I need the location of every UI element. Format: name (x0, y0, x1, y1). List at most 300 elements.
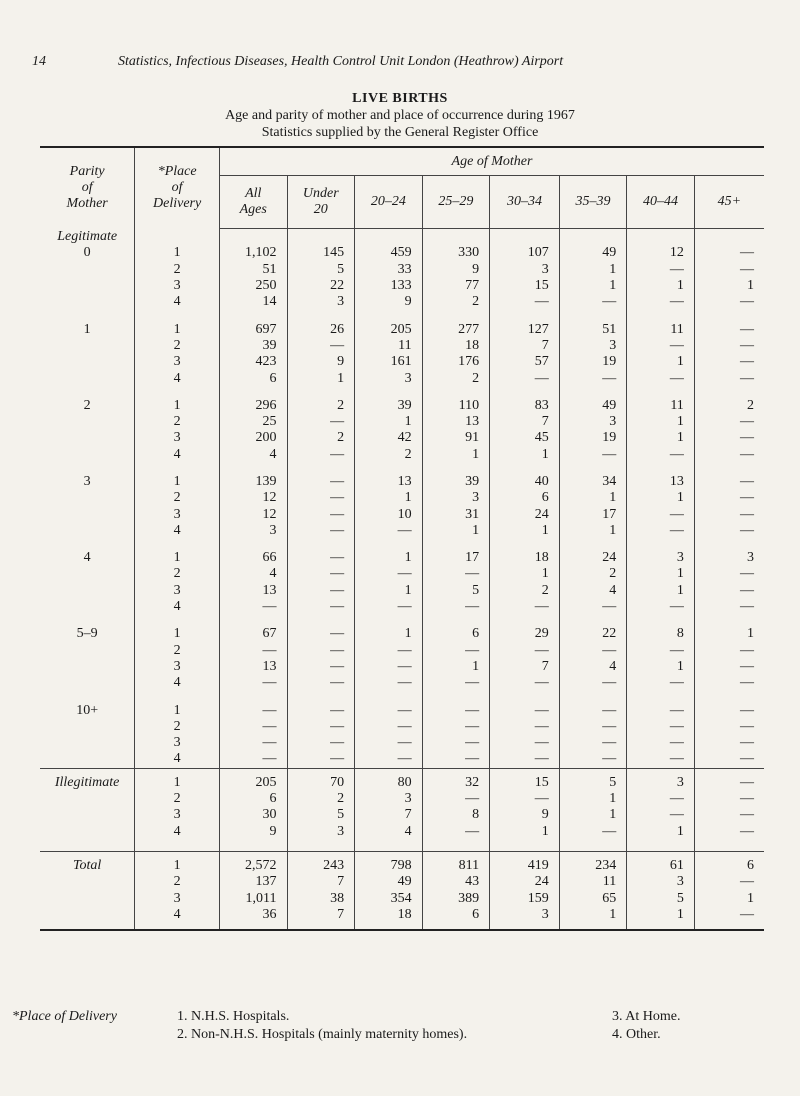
value-cell: — (422, 719, 490, 735)
place-cell: 1 (135, 550, 220, 566)
value-cell: — (422, 643, 490, 659)
value-cell: 17 (559, 506, 627, 522)
parity-cell (40, 278, 135, 294)
value-cell: 13 (355, 474, 423, 490)
parity-cell (40, 643, 135, 659)
value-cell: — (490, 643, 560, 659)
age-column-header: 40–44 (627, 176, 695, 229)
value-cell: 1 (490, 447, 560, 463)
table-row (40, 523, 764, 539)
value-cell: 2 (355, 447, 423, 463)
table-row (40, 659, 764, 675)
value-cell: 330 (422, 245, 490, 261)
value-cell: 43 (422, 874, 490, 890)
value-cell: — (740, 321, 754, 337)
parity-cell: 2 (40, 398, 135, 414)
value-cell: 1,102 (219, 245, 287, 261)
value-cell: 1 (355, 583, 423, 599)
value-cell: — (355, 675, 423, 691)
value-cell: 8 (422, 807, 490, 823)
value-cell: — (627, 370, 695, 386)
value-cell: 798 (355, 858, 423, 874)
value-cell: — (287, 566, 355, 582)
table-row (40, 474, 764, 490)
value-cell: — (740, 566, 754, 582)
value-cell: 2 (287, 398, 355, 414)
value-cell: 91 (422, 430, 490, 446)
value-cell: — (740, 430, 754, 446)
parity-cell (40, 735, 135, 751)
value-cell: — (627, 719, 695, 735)
value-cell: — (740, 506, 754, 522)
value-cell: — (287, 702, 355, 718)
table-row (40, 907, 764, 923)
value-cell: — (287, 675, 355, 691)
value-cell: — (627, 506, 695, 522)
table-subtitle: Age and parity of mother and place of occurrence during 1967 (225, 108, 575, 123)
value-cell: 3 (355, 370, 423, 386)
value-cell: 354 (355, 890, 423, 906)
parity-cell (40, 675, 135, 691)
value-cell: 15 (490, 278, 560, 294)
value-cell: 1 (627, 354, 695, 370)
age-column-header: Under 20 (287, 176, 355, 229)
value-cell: — (287, 659, 355, 675)
value-cell: 70 (287, 775, 355, 791)
place-cell: 4 (135, 907, 220, 923)
value-cell: — (559, 751, 627, 768)
place-cell: 2 (135, 566, 220, 582)
parity-cell (40, 523, 135, 539)
value-cell: 18 (422, 338, 490, 354)
table-row (40, 398, 764, 414)
value-cell: 2 (287, 791, 355, 807)
value-cell: 7 (287, 874, 355, 890)
value-cell: 39 (355, 398, 423, 414)
value-cell: 3 (219, 523, 287, 539)
value-cell: 1,011 (219, 890, 287, 906)
value-cell: 25 (219, 414, 287, 430)
parity-cell (40, 294, 135, 310)
parity-cell (40, 659, 135, 675)
value-cell: 1 (559, 490, 627, 506)
place-header: *Place of Delivery (135, 147, 220, 229)
value-cell: — (740, 751, 754, 767)
value-cell: 243 (287, 858, 355, 874)
value-cell: 13 (422, 414, 490, 430)
value-cell: 10 (355, 506, 423, 522)
value-cell: 1 (559, 907, 627, 923)
value-cell: — (490, 791, 560, 807)
parity-cell (40, 354, 135, 370)
table-row (40, 262, 764, 278)
value-cell: — (490, 675, 560, 691)
value-cell: — (740, 446, 754, 462)
table-source-note: Statistics supplied by the General Register Office (261, 125, 539, 140)
value-cell: — (422, 791, 490, 807)
value-cell: — (287, 735, 355, 751)
value-cell: 3 (422, 490, 490, 506)
value-cell: — (627, 702, 695, 718)
parity-cell (40, 506, 135, 522)
place-cell: 3 (135, 278, 220, 294)
value-cell: 30 (219, 807, 287, 823)
place-cell: 3 (135, 583, 220, 599)
table-row (40, 338, 764, 354)
value-cell: 61 (627, 858, 695, 874)
parity-cell (40, 338, 135, 354)
place-cell: 4 (135, 824, 220, 840)
table-titles (0, 90, 800, 141)
table-row (40, 599, 764, 615)
value-cell: 137 (219, 874, 287, 890)
value-cell: — (287, 447, 355, 463)
value-cell: — (740, 370, 754, 386)
value-cell: 1 (490, 566, 560, 582)
value-cell: — (559, 824, 627, 840)
value-cell: 22 (559, 626, 627, 642)
value-cell: 33 (355, 262, 423, 278)
value-cell: 83 (490, 398, 560, 414)
place-cell: 3 (135, 807, 220, 823)
value-cell: 1 (422, 523, 490, 539)
value-cell: 6 (219, 370, 287, 386)
value-cell: 159 (490, 890, 560, 906)
table-row (40, 566, 764, 582)
value-cell: — (740, 245, 754, 261)
value-cell: — (740, 642, 754, 658)
parity-cell (40, 370, 135, 386)
value-cell: 31 (422, 506, 490, 522)
place-cell: 2 (135, 414, 220, 430)
value-cell: — (740, 474, 754, 489)
illegitimate-label (40, 824, 135, 840)
value-cell: 1 (355, 490, 423, 506)
parity-cell (40, 414, 135, 430)
value-cell: — (740, 599, 754, 615)
value-cell: — (559, 447, 627, 463)
value-cell: — (627, 643, 695, 659)
value-cell: 2 (490, 583, 560, 599)
table-row (40, 735, 764, 751)
value-cell: 4 (219, 566, 287, 582)
value-cell: 145 (287, 245, 355, 261)
value-cell: — (422, 675, 490, 691)
value-cell: 14 (219, 294, 287, 310)
value-cell: — (219, 751, 287, 768)
table-row (40, 890, 764, 906)
value-cell: 49 (559, 245, 627, 261)
table-row (40, 626, 764, 642)
table-row (40, 583, 764, 599)
age-column-header: 35–39 (559, 176, 627, 229)
value-cell: 250 (219, 278, 287, 294)
table-row (40, 506, 764, 522)
table-row (40, 414, 764, 430)
place-cell: 3 (135, 430, 220, 446)
running-title: Statistics, Infectious Diseases, Health Control Unit London (Heathrow) Airport (118, 54, 564, 69)
place-cell: 2 (135, 791, 220, 807)
value-cell: — (627, 599, 695, 615)
table-row (40, 447, 764, 463)
value-cell: 3 (287, 824, 355, 840)
place-cell: 1 (135, 858, 220, 874)
value-cell: 42 (355, 430, 423, 446)
value-cell: 1 (627, 907, 695, 923)
parity-cell (40, 566, 135, 582)
table-row (40, 294, 764, 310)
value-cell: 1 (747, 278, 754, 294)
parity-cell: 10+ (40, 702, 135, 718)
value-cell: — (355, 599, 423, 615)
value-cell: — (740, 658, 754, 674)
value-cell: — (627, 447, 695, 463)
total-label (40, 907, 135, 923)
parity-cell: 4 (40, 550, 135, 566)
value-cell: 811 (422, 858, 490, 874)
value-cell: 9 (219, 824, 287, 840)
value-cell: 67 (219, 626, 287, 642)
value-cell: 6 (747, 857, 754, 873)
value-cell: 7 (490, 414, 560, 430)
value-cell: 1 (422, 659, 490, 675)
value-cell: — (559, 370, 627, 386)
footnote-label: *Place of Delivery (12, 1009, 117, 1024)
value-cell: — (740, 414, 754, 430)
value-cell: 6 (422, 626, 490, 642)
value-cell: 2 (287, 430, 355, 446)
table-row (40, 775, 764, 791)
value-cell: 1 (287, 370, 355, 386)
value-cell: 51 (559, 321, 627, 337)
value-cell: 1 (559, 278, 627, 294)
value-cell: 13 (219, 583, 287, 599)
section-label-row (40, 229, 764, 246)
value-cell: 1 (559, 807, 627, 823)
value-cell: 13 (219, 659, 287, 675)
value-cell: 4 (559, 583, 627, 599)
value-cell: 51 (219, 262, 287, 278)
value-cell: — (287, 599, 355, 615)
parity-cell: 0 (40, 245, 135, 261)
value-cell: 29 (490, 626, 560, 642)
value-cell: 34 (559, 474, 627, 490)
place-cell: 1 (135, 775, 220, 791)
value-cell: — (740, 490, 754, 506)
table-row (40, 278, 764, 294)
value-cell: 1 (747, 626, 754, 642)
value-cell: — (355, 719, 423, 735)
value-cell: 389 (422, 890, 490, 906)
value-cell: — (559, 599, 627, 615)
value-cell: — (559, 643, 627, 659)
value-cell: — (559, 675, 627, 691)
illegitimate-label (40, 791, 135, 807)
value-cell: — (627, 523, 695, 539)
value-cell: 1 (559, 523, 627, 539)
table-row (40, 751, 764, 768)
table-row (40, 807, 764, 823)
parity-cell (40, 599, 135, 615)
value-cell: 77 (422, 278, 490, 294)
value-cell: — (740, 337, 754, 353)
value-cell: 39 (219, 338, 287, 354)
value-cell: 11 (559, 874, 627, 890)
parity-cell (40, 490, 135, 506)
value-cell: 3 (490, 262, 560, 278)
value-cell: 2,572 (219, 858, 287, 874)
table-row (40, 321, 764, 337)
table-row (40, 858, 764, 874)
value-cell: 8 (627, 626, 695, 642)
value-cell: 1 (490, 523, 560, 539)
footnote-item: 1. N.H.S. Hospitals. (177, 1009, 290, 1024)
place-cell: 2 (135, 490, 220, 506)
parity-cell: 1 (40, 321, 135, 337)
value-cell: — (559, 294, 627, 310)
table-row (40, 245, 764, 261)
value-cell: — (287, 643, 355, 659)
value-cell: — (355, 643, 423, 659)
place-cell: 1 (135, 626, 220, 642)
value-cell: — (355, 751, 423, 768)
place-cell: 4 (135, 675, 220, 691)
value-cell: — (490, 370, 560, 386)
value-cell: 39 (422, 474, 490, 490)
table-row (40, 874, 764, 890)
value-cell: — (219, 735, 287, 751)
value-cell: 9 (355, 294, 423, 310)
value-cell: 423 (219, 354, 287, 370)
value-cell: 2 (422, 370, 490, 386)
place-cell: 1 (135, 398, 220, 414)
place-cell: 1 (135, 474, 220, 490)
place-cell: 4 (135, 294, 220, 310)
value-cell: 1 (627, 583, 695, 599)
value-cell: — (740, 582, 754, 598)
value-cell: — (422, 566, 490, 582)
place-cell: 4 (135, 751, 220, 768)
place-cell: 4 (135, 447, 220, 463)
value-cell: 3 (355, 791, 423, 807)
table-row (40, 490, 764, 506)
value-cell: 234 (559, 858, 627, 874)
value-cell: — (627, 262, 695, 278)
value-cell: — (740, 261, 754, 277)
age-of-mother-header: Age of Mother (219, 147, 764, 176)
value-cell: — (287, 414, 355, 430)
value-cell: 1 (627, 566, 695, 582)
value-cell: — (422, 599, 490, 615)
value-cell: 7 (490, 659, 560, 675)
illegitimate-label: Illegitimate (40, 775, 135, 791)
value-cell: 11 (627, 321, 695, 337)
value-cell: 3 (747, 550, 754, 566)
value-cell: — (219, 719, 287, 735)
value-cell: 65 (559, 890, 627, 906)
value-cell: 4 (559, 659, 627, 675)
value-cell: — (490, 599, 560, 615)
place-cell: 2 (135, 643, 220, 659)
value-cell: 133 (355, 278, 423, 294)
value-cell: — (219, 675, 287, 691)
value-cell: — (355, 735, 423, 751)
value-cell: 1 (422, 447, 490, 463)
place-cell: 1 (135, 702, 220, 718)
value-cell: 1 (559, 791, 627, 807)
value-cell: — (287, 338, 355, 354)
value-cell: 3 (559, 414, 627, 430)
table-row (40, 702, 764, 718)
place-cell: 4 (135, 599, 220, 615)
value-cell: 7 (490, 338, 560, 354)
value-cell: 277 (422, 321, 490, 337)
value-cell: — (219, 702, 287, 718)
value-cell: 205 (355, 321, 423, 337)
value-cell: — (559, 702, 627, 718)
value-cell: — (355, 702, 423, 718)
footnote-item: 4. Other. (612, 1027, 661, 1042)
value-cell: — (355, 523, 423, 539)
value-cell: 9 (287, 354, 355, 370)
value-cell: 2 (422, 294, 490, 310)
value-cell: — (490, 735, 560, 751)
value-cell: 17 (422, 550, 490, 566)
page-number: 14 (32, 54, 46, 69)
value-cell: 18 (355, 907, 423, 923)
value-cell: — (490, 719, 560, 735)
place-cell: 2 (135, 262, 220, 278)
value-cell: 24 (490, 506, 560, 522)
age-column-header: 30–34 (490, 176, 560, 229)
place-cell: 3 (135, 354, 220, 370)
table-row (40, 370, 764, 386)
value-cell: 3 (490, 907, 560, 923)
parity-header: Parity of Mother (40, 147, 135, 229)
value-cell: 12 (219, 490, 287, 506)
value-cell: — (287, 523, 355, 539)
table-row (40, 791, 764, 807)
table-row (40, 550, 764, 566)
value-cell: 1 (627, 430, 695, 446)
value-cell: — (740, 791, 754, 807)
value-cell: 127 (490, 321, 560, 337)
value-cell: 176 (422, 354, 490, 370)
value-cell: — (287, 719, 355, 735)
value-cell: 4 (355, 824, 423, 840)
parity-cell (40, 719, 135, 735)
value-cell: 1 (355, 414, 423, 430)
value-cell: 57 (490, 354, 560, 370)
place-cell: 2 (135, 719, 220, 735)
value-cell: 459 (355, 245, 423, 261)
table-row (40, 675, 764, 691)
value-cell: 4 (219, 447, 287, 463)
live-births-table (40, 146, 764, 931)
value-cell: — (355, 566, 423, 582)
value-cell: — (627, 675, 695, 691)
value-cell: — (287, 751, 355, 768)
total-label (40, 874, 135, 890)
value-cell: — (490, 751, 560, 768)
value-cell: — (740, 807, 754, 823)
value-cell: 11 (627, 398, 695, 414)
place-cell: 3 (135, 659, 220, 675)
value-cell: 1 (627, 414, 695, 430)
value-cell: — (422, 702, 490, 718)
table-row (40, 643, 764, 659)
value-cell: — (559, 719, 627, 735)
